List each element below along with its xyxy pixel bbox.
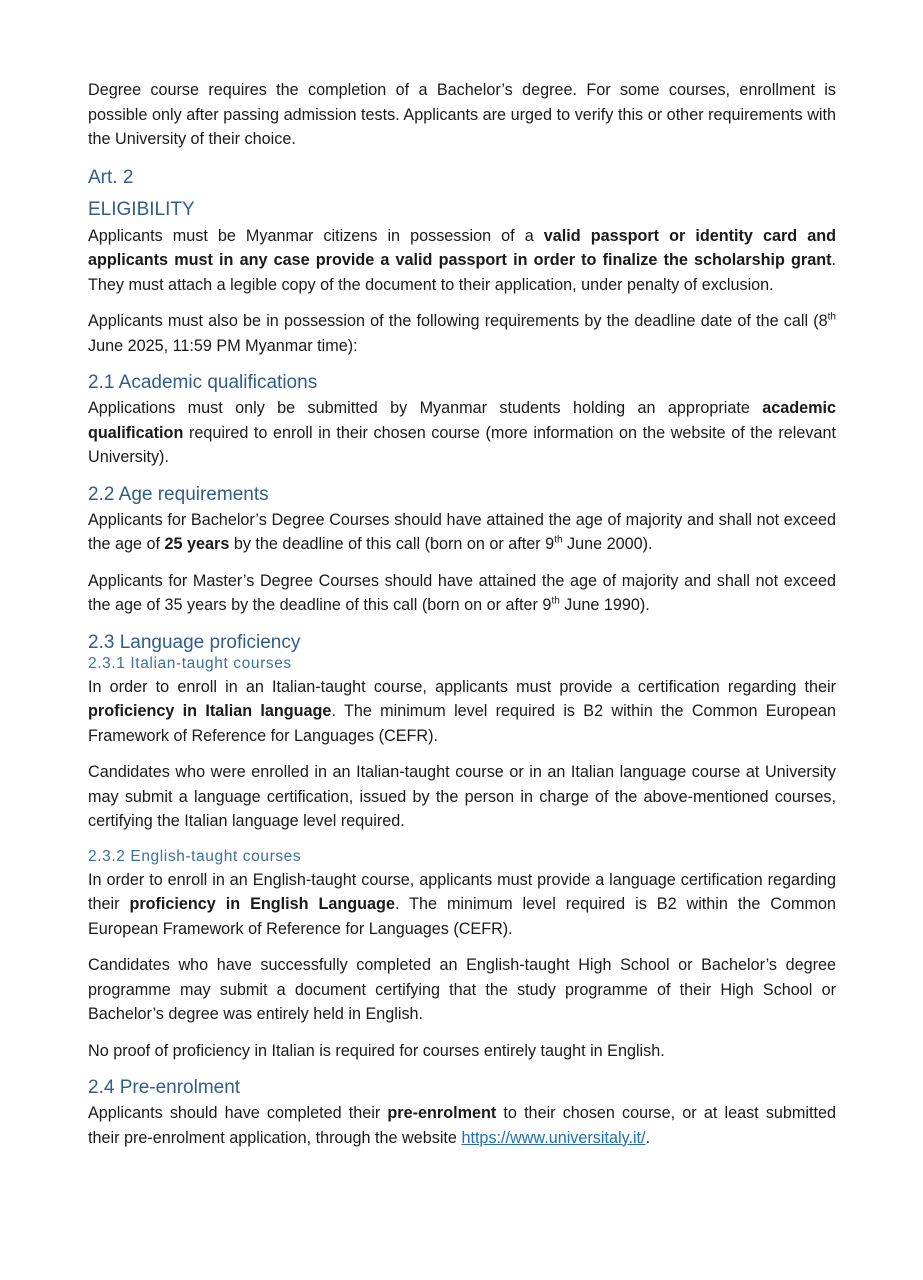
english-paragraph-2: Candidates who have successfully completed an English-taught High School or Bachelor’s degree programme may submit a document certifying that the study programme of their High School or Bachelor’s degree was entirely held in English.	[88, 956, 836, 1023]
bold-run: proficiency in English Language	[129, 895, 395, 913]
text-run: by the deadline of this call (born on or after 9	[229, 535, 555, 553]
preenrolment-paragraph	[88, 1101, 836, 1150]
document-page	[88, 78, 836, 1162]
bold-run: academic qualification	[88, 399, 836, 442]
eligibility-paragraph-1	[88, 224, 836, 298]
section-2-4-heading: 2.4 Pre-enrolment	[88, 1077, 241, 1098]
article-title: ELIGIBILITY	[88, 198, 195, 220]
text-run: Applicants must be Myanmar citizens in possession of a	[88, 226, 544, 245]
article-number: Art. 2	[88, 166, 134, 188]
superscript: th	[554, 534, 563, 546]
section-2-1-heading: 2.1 Academic qualifications	[88, 372, 318, 393]
bold-run: pre-enrolment	[387, 1104, 497, 1122]
section-2-3-2-heading: 2.3.2 English-taught courses	[88, 847, 302, 865]
text-run: .	[645, 1128, 651, 1147]
english-paragraph-1	[88, 868, 836, 942]
text-run: June 1990).	[559, 596, 650, 614]
bold-run: valid passport or identity card and applicants must in any case provide a valid passport in order to finalize the scholarship grant	[88, 226, 836, 269]
age-paragraph-1	[88, 508, 836, 557]
eligibility-paragraph-2	[88, 309, 836, 358]
text-run: In order to enroll in an Italian-taught course, applicants must provide a certification regarding their	[88, 677, 836, 696]
universitaly-link[interactable]: https://www.universitaly.it/	[461, 1128, 646, 1147]
text-run: Applicants for Bachelor’s Degree Courses should have attained the age of majority and shall not exceed the age of	[88, 510, 836, 553]
superscript: th	[551, 595, 560, 607]
text-run: Applicants for Master’s Degree Courses should have attained the age of majority and shall not exceed the age of 35 years by the deadline of this call (born on or after 9	[88, 571, 836, 614]
age-paragraph-2	[88, 569, 836, 618]
english-paragraph-3: No proof of proficiency in Italian is required for courses entirely taught in English.	[88, 1041, 665, 1060]
bold-run: proficiency in Italian language	[88, 702, 332, 720]
italian-paragraph-2: Candidates who were enrolled in an Italian-taught course or in an Italian language course at University may submit a language certification, issued by the person in charge of the above-mentioned courses, certifying the Italian language level required.	[88, 763, 836, 830]
intro-paragraph: Degree course requires the completion of a Bachelor’s degree. For some courses, enrollment is possible only after passing admission tests. Applicants are urged to verify this or other requirements with the University of their choice.	[88, 81, 836, 148]
text-run: . The minimum level required is B2 within the Common European Framework of Reference for Languages (CEFR).	[88, 702, 837, 745]
academic-paragraph	[88, 396, 836, 470]
italian-paragraph-1	[88, 675, 836, 749]
text-run: June 2000).	[562, 535, 653, 553]
text-run: Applications must only be submitted by Myanmar students holding an appropriate	[88, 399, 763, 417]
text-run: . The minimum level required is B2 within the Common European Framework of Reference for Languages (CEFR).	[88, 895, 836, 938]
text-run: required to enroll in their chosen course (more information on the website of the relevant University).	[88, 423, 836, 466]
section-2-3-heading: 2.3 Language proficiency	[88, 631, 301, 653]
bold-run: 25 years	[164, 535, 230, 553]
text-run: to their chosen course, or at least submitted their pre-enrolment application, through the website	[88, 1104, 836, 1147]
superscript: th	[827, 311, 836, 323]
text-run: Applicants must also be in possession of the following requirements by the deadline date of the call (8	[88, 312, 828, 330]
text-run: June 2025, 11:59 PM Myanmar time):	[88, 336, 358, 355]
text-run: In order to enroll in an English-taught course, applicants must provide a language certification regarding their	[88, 870, 836, 913]
section-2-3-1-heading: 2.3.1 Italian-taught courses	[88, 654, 292, 672]
text-run: Applicants should have completed their	[88, 1104, 388, 1122]
section-2-2-heading: 2.2 Age requirements	[88, 483, 269, 505]
text-run: . They must attach a legible copy of the document to their application, under penalty of exclusion.	[88, 251, 836, 294]
